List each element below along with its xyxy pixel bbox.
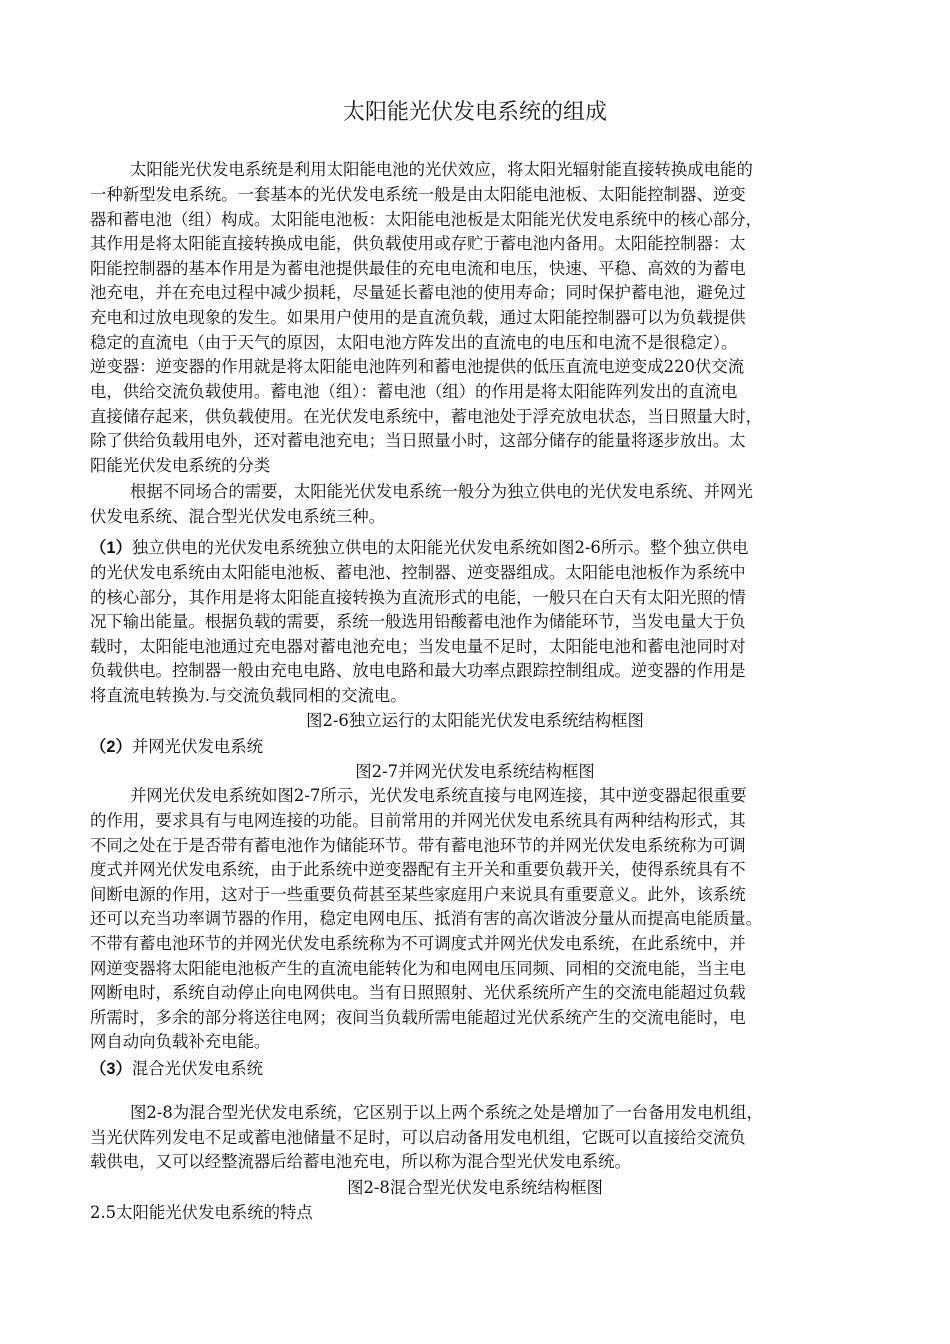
paragraph-1-line: 直接储存起来，供负载使用。在光伏发电系统中，蓄电池处于浮充放电状态，当日照量大时，: [90, 407, 763, 426]
section-1-line: 载时，太阳能电池通过充电器对蓄电池充电；当发电量不足时，太阳能电池和蓄电池同时对: [90, 637, 746, 656]
paragraph-1-line: 一种新型发电系统。一套基本的光伏发电系统一般是由太阳能电池板、太阳能控制器、逆变: [90, 185, 746, 204]
paragraph-1-line: 除了供给负载用电外，还对蓄电池充电；当日照量小时，这部分储存的能量将逐步放出。太: [90, 431, 746, 450]
paragraph-1-line: 逆变器：逆变器的作用就是将太阳能电池阵列和蓄电池提供的低压直流电逆变成220伏交流: [90, 357, 745, 376]
paragraph-1-line: 稳定的直流电（由于天气的原因，太阳电池方阵发出的直流电的电压和电流不是很稳定）。: [90, 333, 738, 352]
paragraph-2-line: 根据不同场合的需要，太阳能光伏发电系统一般分为独立供电的光伏发电系统、并网光: [130, 482, 753, 501]
section-2-line: 间断电源的作用，这对于一些重要负荷甚至某些家庭用户来说具有重要意义。此外，该系统: [90, 885, 746, 904]
section-2-line: 不带有蓄电池环节的并网光伏发电系统称为不可调度式并网光伏发电系统，在此系统中，并: [90, 934, 746, 953]
section-1-line: 的核心部分，其作用是将太阳能直接转换为直流形式的电能，一般只在白天有太阳光照的情: [90, 588, 746, 607]
section-2-line: 网自动向负载补充电能。: [90, 1032, 271, 1051]
section-3-heading-text: 混合光伏发电系统: [131, 1059, 264, 1078]
section-3-heading: [90, 1057, 263, 1082]
section-2-line: 度式并网光伏发电系统，由于此系统中逆变器配有主开关和重要负载开关，使得系统具有不: [90, 860, 746, 879]
section-2-line: 所需时，多余的部分将送往电网；夜间当负载所需电能超过光伏系统产生的交流电能时，电: [90, 1008, 746, 1027]
section-1-line: 将直流电转换为.与交流负载同相的交流电。: [90, 686, 407, 705]
section-1-first-line: [90, 536, 748, 561]
paragraph-1-line: 充电和过放电现象的发生。如果用户使用的是直流负载，通过太阳能控制器可以为负载提供: [90, 308, 746, 327]
paragraph-1-line: 阳能光伏发电系统的分类: [90, 456, 271, 475]
section-3-line: 图2-8为混合型光伏发电系统，它区别于以上两个系统之处是增加了一台备用发电机组，: [130, 1103, 763, 1122]
section-2-5-heading: 2.5太阳能光伏发电系统的特点: [90, 1203, 313, 1222]
section-1-line: 的光伏发电系统由太阳能电池板、蓄电池、控制器、逆变器组成。太阳能电池板作为系统中: [90, 563, 746, 582]
paragraph-1-line: 器和蓄电池（组）构成。太阳能电池板：太阳能电池板是太阳能光伏发电系统中的核心部分，: [90, 210, 763, 229]
figure-caption-2-7: 图2-7并网光伏发电系统结构框图: [355, 762, 595, 781]
section-3-line: 当光伏阵列发电不足或蓄电池储量不足时，可以启动备用发电机组，它既可以直接给交流负: [90, 1128, 746, 1147]
section-1-line: 独立供电的光伏发电系统独立供电的太阳能光伏发电系统如图2-6所示。整个独立供电: [131, 538, 749, 557]
section-2-line: 网断电时，系统自动停止向电网供电。当有日照照射、光伏系统所产生的交流电能超过负载: [90, 983, 746, 1002]
section-2-line: 不同之处在于是否带有蓄电池作为储能环节。带有蓄电池环节的并网光伏发电系统称为可调: [90, 836, 746, 855]
section-2-heading-text: 并网光伏发电系统: [131, 737, 264, 756]
section-2-number: （2）: [90, 738, 132, 756]
paragraph-1-line: 其作用是将太阳能直接转换成电能，供负载使用或存贮于蓄电池内备用。太阳能控制器：太: [90, 234, 746, 253]
section-3-number: （3）: [90, 1060, 132, 1078]
paragraph-2-line: 伏发电系统、混合型光伏发电系统三种。: [90, 507, 386, 526]
section-3-line: 载供电，又可以经整流器后给蓄电池充电，所以称为混合型光伏发电系统。: [90, 1152, 631, 1171]
paragraph-1-line: 太阳能光伏发电系统是利用太阳能电池的光伏效应，将太阳光辐射能直接转换成电能的: [130, 160, 753, 179]
section-2-line: 的作用，要求具有与电网连接的功能。目前常用的并网光伏发电系统具有两种结构形式，其: [90, 811, 746, 830]
section-1-number: （1）: [90, 539, 132, 557]
section-2-line: 还可以充当功率调节器的作用，稳定电网电压、抵消有害的高次谐波分量从而提高电能质量。: [90, 909, 763, 928]
paragraph-1-line: 池充电，并在充电过程中减少损耗，尽量延长蓄电池的使用寿命；同时保护蓄电池，避免过: [90, 283, 746, 302]
paragraph-1-line: 阳能控制器的基本作用是为蓄电池提供最佳的充电电流和电压，快速、平稳、高效的为蓄电: [90, 259, 746, 278]
section-1-line: 况下输出能量。根据负载的需要，系统一般选用铅酸蓄电池作为储能环节，当发电量大于负: [90, 612, 746, 631]
section-1-line: 负载供电。控制器一般由充电电路、放电电路和最大功率点跟踪控制组成。逆变器的作用是: [90, 661, 746, 680]
page-title: 太阳能光伏发电系统的组成: [342, 100, 607, 125]
section-2-line: 并网光伏发电系统如图2-7所示，光伏发电系统直接与电网连接，其中逆变器起很重要: [130, 786, 747, 805]
figure-caption-2-8: 图2-8混合型光伏发电系统结构框图: [347, 1178, 603, 1197]
figure-caption-2-6: 图2-6独立运行的太阳能光伏发电系统结构框图: [306, 711, 644, 730]
paragraph-1-line: 电，供给交流负载使用。蓄电池（组）：蓄电池（组）的作用是将太阳能阵列发出的直流电: [90, 382, 738, 401]
section-2-heading: [90, 735, 263, 760]
section-2-line: 网逆变器将太阳能电池板产生的直流电能转化为和电网电压同频、同相的交流电能，当主电: [90, 959, 746, 978]
